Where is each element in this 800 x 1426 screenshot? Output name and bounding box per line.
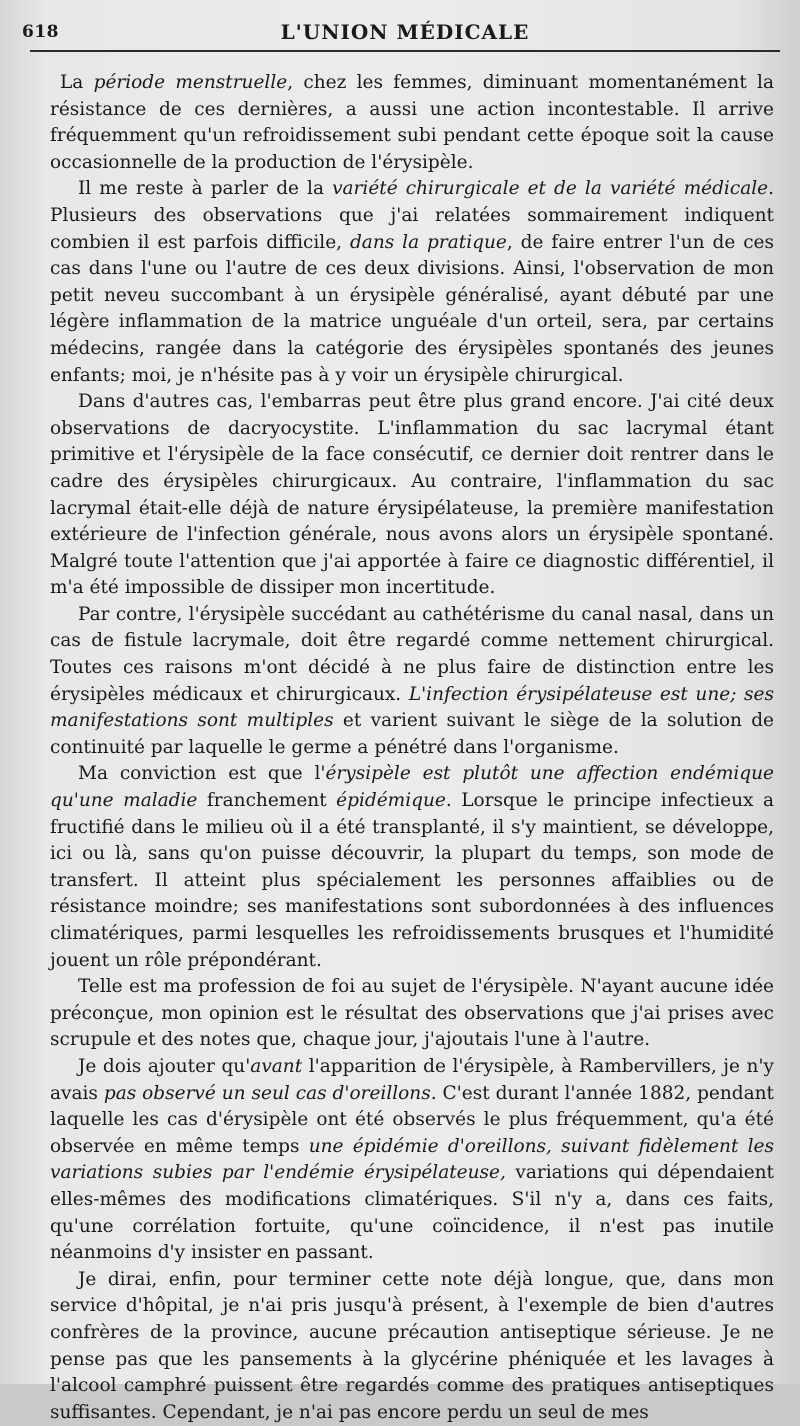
paragraph xyxy=(50,1054,774,1267)
italic-segment: épidémique xyxy=(336,790,446,812)
text-segment: franchement xyxy=(197,790,337,812)
text-segment: variations qui dépendaient elles-mêmes des modifications climatériques. S'il n'y a, dans ces faits, qu'une corrélation fortuite, qu'une coïncidence, il n'est pas inutile néanmoins d'y insister en passant. xyxy=(50,1162,774,1264)
page-number: 618 xyxy=(22,22,59,42)
text-segment: l'apparition de l'érysipèle, à Rambervillers, je n'y avais xyxy=(50,1055,774,1104)
text-segment: Il me reste à parler de la xyxy=(78,178,333,200)
italic-segment: variété chirurgicale et de la variété médicale xyxy=(332,178,769,200)
text-segment: . C'est durant l'année 1882, pendant laquelle les cas d'érysipèle ont été observés le plus fréquemment, qu'a été observée en même temps xyxy=(50,1082,774,1157)
text-segment: Je dois ajouter qu' xyxy=(78,1055,251,1077)
paragraph xyxy=(50,176,774,389)
paragraph xyxy=(50,761,774,974)
paragraph xyxy=(50,389,774,602)
text-segment: et varient suivant le siège de la solution de continuité par laquelle le germe a pénétré dans l'organisme. xyxy=(50,710,774,758)
paragraph xyxy=(50,1267,774,1426)
text-segment: Dans d'autres cas, l'embarras peut être plus grand encore. J'ai cité deux observations de dacryocystite. L'inflammation du sac lacrymal étant primitive et l'érysipèle de la face consécutif, ce dernier doit rentrer dans le cadre des érysipèles chirurgicaux. Au contraire, l'inflammation du sac lacrymal était-elle déjà de nature érysipélateuse, la première manifestation extérieure de l'infection générale, nous avons alors un érysipèle spontané. Malgré toute l'attention que j'ai apportée à faire ce diagnostic différentiel, il m'a été impossible de dissiper mon incertitude. xyxy=(50,391,774,599)
text-segment: Telle est ma profession de foi au sujet de l'érysipèle. N'ayant aucune idée préconçue, mon opinion est le résultat des observations que j'ai prises avec scrupule et des notes que, chaque jour, j'ajoutais l'une à l'autre. xyxy=(50,976,774,1051)
paragraph xyxy=(50,974,774,1054)
text-segment: . Plusieurs des observations que j'ai relatées sommairement indiquent combien il est parfois difficile, xyxy=(50,178,774,253)
italic-segment: période menstruelle xyxy=(93,72,288,93)
italic-segment: une épidémie d'oreillons, suivant fidèlement les variations subies par l'endémie érysipélateuse, xyxy=(50,1135,774,1184)
italic-segment: érysipèle est plutôt une affection endémique qu'une maladie xyxy=(50,763,774,812)
text-segment: Ma conviction est que l' xyxy=(78,763,326,785)
text-segment: . Lorsque le principe infectieux a fructifié dans le milieu où il a été transplanté, il s'y maintient, se développe, ici ou là, sans qu'on puisse découvrir, la plupart du temps, son mode de transfert. Il atteint plus spécialement les personnes affaiblies ou de résistance moindre; ses manifestations sont subordonnées à des influences climatériques, parmi lesquelles les refroidissements brusques et l'humidité jouent un rôle prépondérant. xyxy=(50,790,774,971)
paragraph xyxy=(50,70,774,176)
text-segment: , chez les femmes, diminuant momentanément la résistance de ces dernières, a aussi une action incontestable. Il arrive fréquemment qu'un refroidissement subi pendant cette époque soit la cause occasionnelle de la production de l'érysipèle. xyxy=(50,72,774,173)
article-body xyxy=(50,70,774,1426)
italic-segment: avant xyxy=(250,1055,303,1077)
italic-segment: L'infection érysipélateuse est une; ses manifestations sont multiples xyxy=(50,683,774,732)
italic-segment: dans la pratique xyxy=(349,231,507,253)
text-segment: Par contre, l'érysipèle succédant au cathétérisme du canal nasal, dans un cas de fistule lacrymale, doit être regardé comme nettement chirurgical. Toutes ces raisons m'ont décidé à ne plus faire de distinction entre les érysipèles médicaux et chirurgicaux. xyxy=(50,603,774,705)
page-header xyxy=(22,10,780,52)
text-segment: Je dirai, enfin, pour terminer cette note déjà longue, que, dans mon service d'hôpital, je n'ai pris jusqu'à présent, à l'exemple de bien d'autres confrères de la province, aucune précaution antiseptique sérieuse. Je ne pense pas que les pansements à la glycérine phéniquée et les lavages à l'alcool camphré puissent être regardés comme des pratiques antiseptiques suffisantes. Cependant, je n'ai pas encore perdu un seul de mes xyxy=(50,1268,774,1423)
text-segment: La xyxy=(60,72,94,93)
italic-segment: pas observé un seul cas d'oreillons xyxy=(103,1082,431,1104)
running-title: L'UNION MÉDICALE xyxy=(280,20,530,44)
text-segment: , de faire entrer l'un de ces cas dans l'une ou l'autre de ces deux divisions. Ainsi, l'observation de mon petit neveu succombant à un érysipèle généralisé, ayant débuté par une légère inflammation de la matrice unguéale d'un orteil, sera, par certains médecins, rangée dans la catégorie des érysipèles spontanés des jeunes enfants; moi, je n'hésite pas à y voir un érysipèle chirurgical. xyxy=(50,231,775,386)
paragraph xyxy=(50,602,774,762)
